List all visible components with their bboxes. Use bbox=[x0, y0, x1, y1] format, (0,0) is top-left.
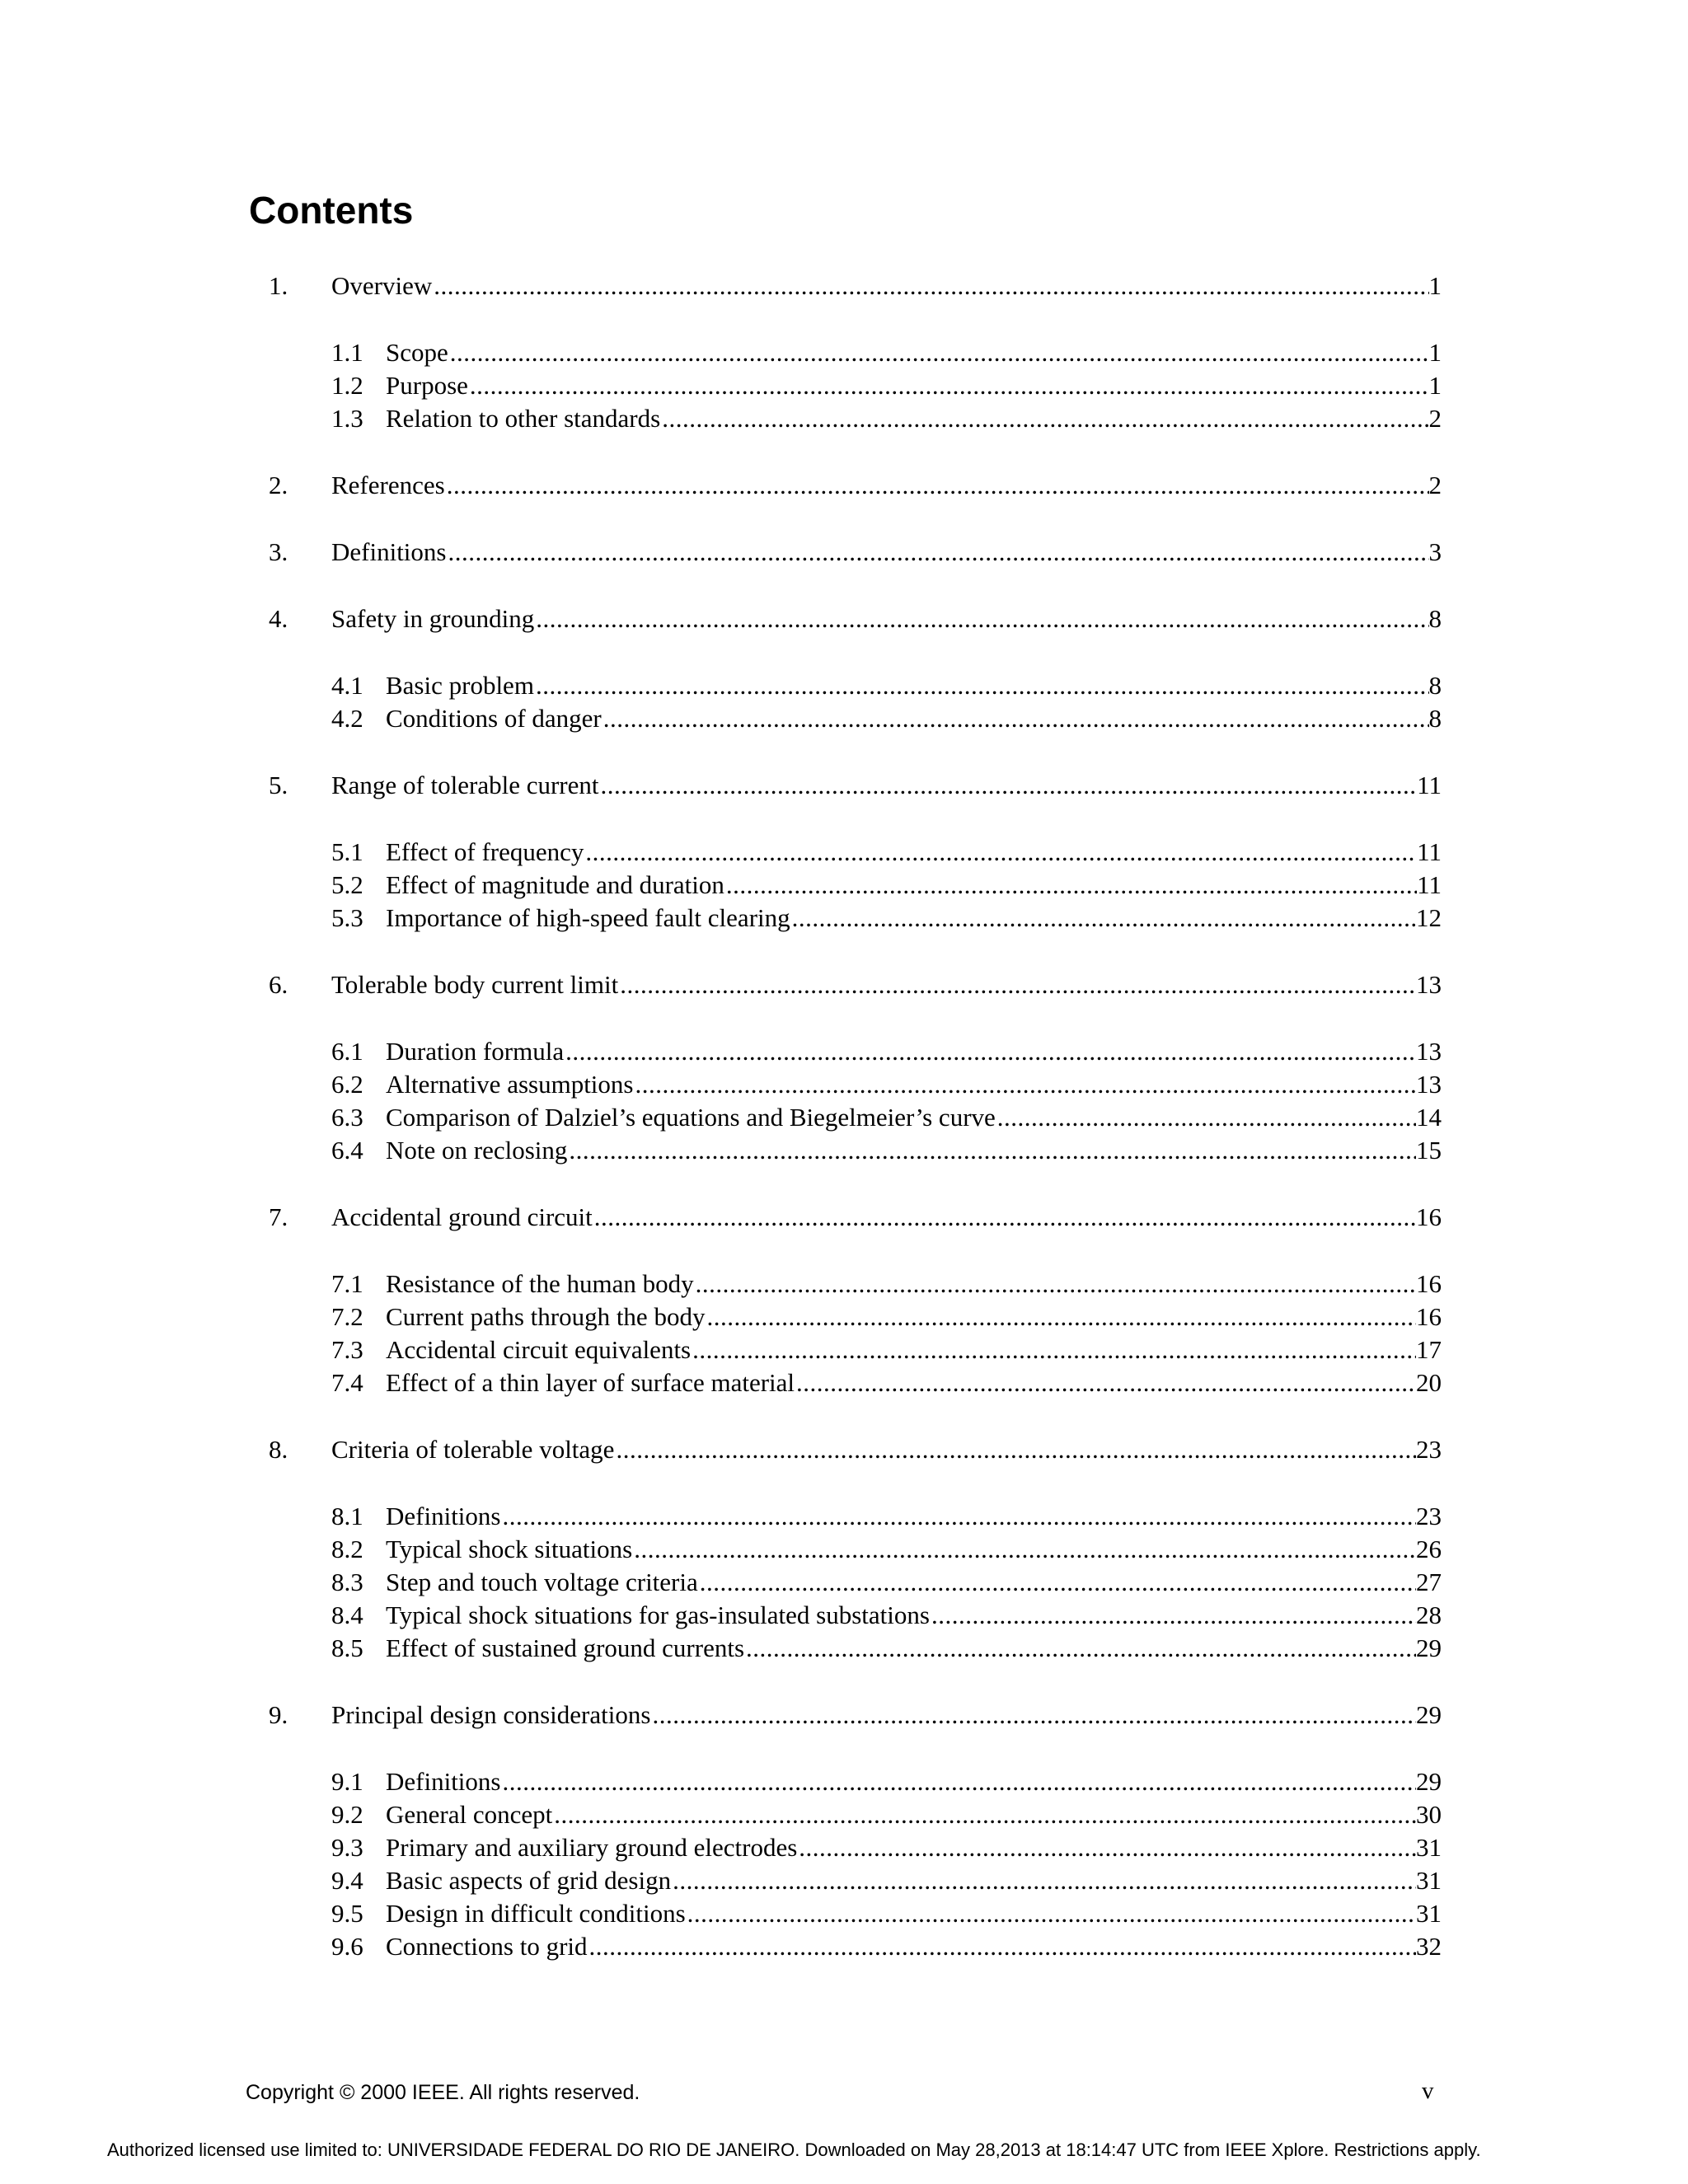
toc-entry-title: Tolerable body current limit bbox=[331, 970, 619, 999]
toc-entry[interactable] bbox=[269, 968, 1442, 1001]
toc-entry-number: 3. bbox=[269, 537, 288, 566]
toc-dot-leader bbox=[691, 1333, 1416, 1366]
toc-entry-title: General concept bbox=[386, 1800, 553, 1829]
toc-entry-page: 2 bbox=[1428, 404, 1442, 433]
toc-entry[interactable] bbox=[331, 1632, 1442, 1665]
toc-entry-page: 8 bbox=[1428, 604, 1442, 633]
toc-entry-title: References bbox=[331, 471, 445, 499]
toc-entry[interactable] bbox=[269, 1699, 1442, 1732]
toc-entry-number: 8. bbox=[269, 1435, 288, 1464]
toc-entry-title: Step and touch voltage criteria bbox=[386, 1568, 698, 1596]
toc-entry[interactable] bbox=[331, 1068, 1442, 1101]
toc-entry-page: 30 bbox=[1416, 1800, 1442, 1829]
toc-entry-title: Principal design considerations bbox=[331, 1700, 651, 1729]
toc-entry-title: Typical shock situations bbox=[386, 1535, 633, 1563]
toc-entry-title: Connections to grid bbox=[386, 1932, 588, 1961]
toc-entry-page: 1 bbox=[1428, 271, 1442, 300]
footer-copyright: Copyright © 2000 IEEE. All rights reserved. bbox=[246, 2081, 640, 2104]
toc-dot-leader bbox=[448, 336, 1429, 369]
toc-entry-title: Relation to other standards bbox=[386, 404, 661, 433]
toc-entry-number: 8.3 bbox=[331, 1568, 363, 1596]
toc-entry-number: 4.1 bbox=[331, 671, 363, 700]
toc-dot-leader bbox=[552, 1798, 1416, 1831]
toc-entry-page: 8 bbox=[1428, 704, 1442, 733]
toc-entry[interactable] bbox=[331, 1864, 1442, 1897]
toc-entry[interactable] bbox=[331, 669, 1442, 702]
toc-entry-page: 12 bbox=[1416, 903, 1442, 932]
toc-dot-leader bbox=[432, 269, 1428, 302]
toc-entry-number: 9.2 bbox=[331, 1800, 363, 1829]
toc-entry-title: Typical shock situations for gas-insulated substations bbox=[386, 1601, 930, 1629]
toc-entry-title: Conditions of danger bbox=[386, 704, 602, 733]
toc-entry-number: 7.1 bbox=[331, 1269, 363, 1298]
toc-dot-leader bbox=[996, 1101, 1416, 1134]
toc-entry[interactable] bbox=[331, 1134, 1442, 1167]
toc-dot-leader bbox=[618, 968, 1416, 1001]
toc-entry[interactable] bbox=[331, 702, 1442, 735]
toc-entry-number: 5. bbox=[269, 771, 288, 799]
toc-entry-page: 13 bbox=[1416, 970, 1442, 999]
toc-dot-leader bbox=[797, 1831, 1416, 1864]
toc-entry[interactable] bbox=[331, 1035, 1442, 1068]
toc-dot-leader bbox=[686, 1897, 1416, 1930]
toc-entry-page: 29 bbox=[1416, 1633, 1442, 1662]
toc-entry-title: Definitions bbox=[386, 1767, 501, 1796]
toc-entry[interactable] bbox=[269, 1201, 1442, 1234]
toc-entry-page: 29 bbox=[1416, 1700, 1442, 1729]
toc-entry-number: 8.1 bbox=[331, 1502, 363, 1530]
toc-entry-title: Purpose bbox=[386, 371, 468, 400]
toc-entry-page: 17 bbox=[1416, 1335, 1442, 1364]
toc-dot-leader bbox=[744, 1632, 1416, 1665]
toc-entry-page: 26 bbox=[1416, 1535, 1442, 1563]
toc-entry-title: Scope bbox=[386, 338, 448, 367]
toc-entry-number: 6. bbox=[269, 970, 288, 999]
toc-entry-number: 6.1 bbox=[331, 1037, 363, 1066]
toc-entry-title: Comparison of Dalziel’s equations and Biegelmeier’s curve bbox=[386, 1103, 996, 1132]
toc-entry[interactable] bbox=[331, 1533, 1442, 1566]
toc-entry-title: Effect of frequency bbox=[386, 837, 584, 866]
toc-dot-leader bbox=[694, 1268, 1416, 1301]
toc-entry[interactable] bbox=[331, 1897, 1442, 1930]
toc-entry[interactable] bbox=[331, 902, 1442, 935]
toc-entry-title: Duration formula bbox=[386, 1037, 565, 1066]
toc-entry-number: 9.1 bbox=[331, 1767, 363, 1796]
toc-entry-title: Effect of a thin layer of surface material bbox=[386, 1368, 795, 1397]
toc-dot-leader bbox=[660, 402, 1428, 435]
toc-entry-number: 8.5 bbox=[331, 1633, 363, 1662]
toc-entry-title: Definitions bbox=[386, 1502, 501, 1530]
toc-entry[interactable] bbox=[331, 836, 1442, 869]
toc-dot-leader bbox=[599, 769, 1418, 802]
toc-entry-page: 13 bbox=[1416, 1070, 1442, 1099]
toc-entry-page: 11 bbox=[1417, 870, 1442, 899]
license-note: Authorized licensed use limited to: UNIVERSIDADE FEDERAL DO RIO DE JANEIRO. Downloaded on May 28,2013 at 18:14:47 UTC from IEEE Xplore. Restrictions apply. bbox=[107, 2139, 1481, 2160]
toc-entry-number: 6.2 bbox=[331, 1070, 363, 1099]
toc-entry-page: 23 bbox=[1416, 1435, 1442, 1464]
toc-entry[interactable] bbox=[331, 336, 1442, 369]
toc-dot-leader bbox=[534, 602, 1428, 635]
toc-entry[interactable] bbox=[331, 1301, 1442, 1333]
toc-entry-page: 15 bbox=[1416, 1136, 1442, 1165]
toc-entry-number: 1.3 bbox=[331, 404, 363, 433]
toc-entry-number: 7. bbox=[269, 1202, 288, 1231]
toc-entry-number: 1. bbox=[269, 271, 288, 300]
toc-entry[interactable] bbox=[331, 402, 1442, 435]
toc-entry-title: Accidental circuit equivalents bbox=[386, 1335, 692, 1364]
toc-entry-page: 16 bbox=[1416, 1269, 1442, 1298]
toc-entry-title: Importance of high-speed fault clearing bbox=[386, 903, 790, 932]
toc-dot-leader bbox=[602, 702, 1429, 735]
toc-dot-leader bbox=[593, 1201, 1416, 1234]
toc-entry-title: Effect of magnitude and duration bbox=[386, 870, 724, 899]
toc-entry-page: 1 bbox=[1428, 338, 1442, 367]
toc-entry[interactable] bbox=[331, 1765, 1442, 1798]
toc-dot-leader bbox=[671, 1864, 1416, 1897]
toc-entry[interactable] bbox=[331, 1268, 1442, 1301]
toc-dot-leader bbox=[501, 1500, 1417, 1533]
toc-entry[interactable] bbox=[269, 469, 1442, 502]
toc-entry-number: 7.3 bbox=[331, 1335, 363, 1364]
page-title: Contents bbox=[249, 189, 414, 232]
toc-entry-title: Primary and auxiliary ground electrodes bbox=[386, 1833, 798, 1862]
toc-entry-title: Basic problem bbox=[386, 671, 534, 700]
toc-dot-leader bbox=[633, 1068, 1416, 1101]
toc-entry-number: 1.1 bbox=[331, 338, 363, 367]
toc-entry[interactable] bbox=[331, 1930, 1442, 1963]
toc-entry-page: 29 bbox=[1416, 1767, 1442, 1796]
toc-entry-page: 2 bbox=[1428, 471, 1442, 499]
toc-dot-leader bbox=[632, 1533, 1416, 1566]
toc-dot-leader bbox=[447, 536, 1429, 569]
toc-entry[interactable] bbox=[269, 269, 1442, 302]
toc-entry-number: 9.6 bbox=[331, 1932, 363, 1961]
toc-entry[interactable] bbox=[269, 769, 1442, 802]
toc-entry-page: 20 bbox=[1416, 1368, 1442, 1397]
toc-entry-number: 5.2 bbox=[331, 870, 363, 899]
toc-entry[interactable] bbox=[269, 1433, 1442, 1466]
toc-entry-page: 31 bbox=[1416, 1833, 1442, 1862]
toc-entry-page: 31 bbox=[1416, 1866, 1442, 1895]
toc-dot-leader bbox=[795, 1366, 1416, 1399]
toc-entry-title: Accidental ground circuit bbox=[331, 1202, 593, 1231]
toc-entry-page: 32 bbox=[1416, 1932, 1442, 1961]
toc-dot-leader bbox=[445, 469, 1429, 502]
toc-entry-title: Alternative assumptions bbox=[386, 1070, 634, 1099]
toc-dot-leader bbox=[650, 1699, 1416, 1732]
toc-entry-number: 7.4 bbox=[331, 1368, 363, 1397]
toc-entry-page: 16 bbox=[1416, 1302, 1442, 1331]
toc-entry-page: 11 bbox=[1417, 771, 1442, 799]
toc-dot-leader bbox=[564, 1035, 1416, 1068]
toc-entry-number: 8.4 bbox=[331, 1601, 363, 1629]
toc-entry[interactable] bbox=[331, 1101, 1442, 1134]
toc-entry-number: 5.1 bbox=[331, 837, 363, 866]
toc-entry-number: 9.5 bbox=[331, 1899, 363, 1928]
toc-entry[interactable] bbox=[331, 1798, 1442, 1831]
toc-entry[interactable] bbox=[331, 1500, 1442, 1533]
toc-entry-number: 5.3 bbox=[331, 903, 363, 932]
toc-dot-leader bbox=[930, 1599, 1416, 1632]
toc-dot-leader bbox=[790, 902, 1416, 935]
toc-entry-number: 8.2 bbox=[331, 1535, 363, 1563]
toc-entry-number: 1.2 bbox=[331, 371, 363, 400]
toc-entry-title: Criteria of tolerable voltage bbox=[331, 1435, 615, 1464]
toc-entry-title: Range of tolerable current bbox=[331, 771, 599, 799]
toc-entry-page: 16 bbox=[1416, 1202, 1442, 1231]
toc-entry-title: Definitions bbox=[331, 537, 447, 566]
toc-entry-title: Basic aspects of grid design bbox=[386, 1866, 672, 1895]
toc-entry-page: 23 bbox=[1416, 1502, 1442, 1530]
toc-dot-leader bbox=[584, 836, 1417, 869]
toc-dot-leader bbox=[588, 1930, 1416, 1963]
toc-entry-number: 6.4 bbox=[331, 1136, 363, 1165]
toc-dot-leader bbox=[567, 1134, 1416, 1167]
toc-entry-title: Overview bbox=[331, 271, 433, 300]
toc-entry-number: 2. bbox=[269, 471, 288, 499]
toc-entry[interactable] bbox=[331, 869, 1442, 902]
toc-entry[interactable] bbox=[331, 1366, 1442, 1399]
toc-dot-leader bbox=[698, 1566, 1416, 1599]
toc-entry-title: Effect of sustained ground currents bbox=[386, 1633, 745, 1662]
toc-entry[interactable] bbox=[331, 1566, 1442, 1599]
toc-entry-number: 4. bbox=[269, 604, 288, 633]
toc-entry-title: Resistance of the human body bbox=[386, 1269, 694, 1298]
toc-entry-page: 1 bbox=[1428, 371, 1442, 400]
toc-entry-page: 27 bbox=[1416, 1568, 1442, 1596]
toc-entry-number: 7.2 bbox=[331, 1302, 363, 1331]
toc-dot-leader bbox=[724, 869, 1417, 902]
footer-page-number: v bbox=[1422, 2078, 1434, 2104]
toc-entry-page: 31 bbox=[1416, 1899, 1442, 1928]
toc-entry-page: 11 bbox=[1417, 837, 1442, 866]
toc-entry[interactable] bbox=[331, 1333, 1442, 1366]
toc-dot-leader bbox=[614, 1433, 1416, 1466]
toc-entry-page: 8 bbox=[1428, 671, 1442, 700]
toc-entry-title: Design in difficult conditions bbox=[386, 1899, 686, 1928]
toc-entry-page: 13 bbox=[1416, 1037, 1442, 1066]
toc-entry[interactable] bbox=[269, 536, 1442, 569]
toc-entry-title: Note on reclosing bbox=[386, 1136, 568, 1165]
toc-dot-leader bbox=[705, 1301, 1416, 1333]
toc-entry-title: Current paths through the body bbox=[386, 1302, 706, 1331]
toc-entry-number: 9.3 bbox=[331, 1833, 363, 1862]
toc-entry[interactable] bbox=[331, 1599, 1442, 1632]
toc-entry-title: Safety in grounding bbox=[331, 604, 535, 633]
toc-dot-leader bbox=[534, 669, 1429, 702]
toc-dot-leader bbox=[501, 1765, 1417, 1798]
toc-entry[interactable] bbox=[269, 602, 1442, 635]
toc-entry-page: 28 bbox=[1416, 1601, 1442, 1629]
toc-entry-number: 9.4 bbox=[331, 1866, 363, 1895]
toc-dot-leader bbox=[468, 369, 1429, 402]
toc-entry-page: 14 bbox=[1416, 1103, 1442, 1132]
toc-entry[interactable] bbox=[331, 369, 1442, 402]
toc-entry-number: 4.2 bbox=[331, 704, 363, 733]
toc-entry-number: 9. bbox=[269, 1700, 288, 1729]
toc-entry-number: 6.3 bbox=[331, 1103, 363, 1132]
toc-entry-page: 3 bbox=[1428, 537, 1442, 566]
toc-entry[interactable] bbox=[331, 1831, 1442, 1864]
